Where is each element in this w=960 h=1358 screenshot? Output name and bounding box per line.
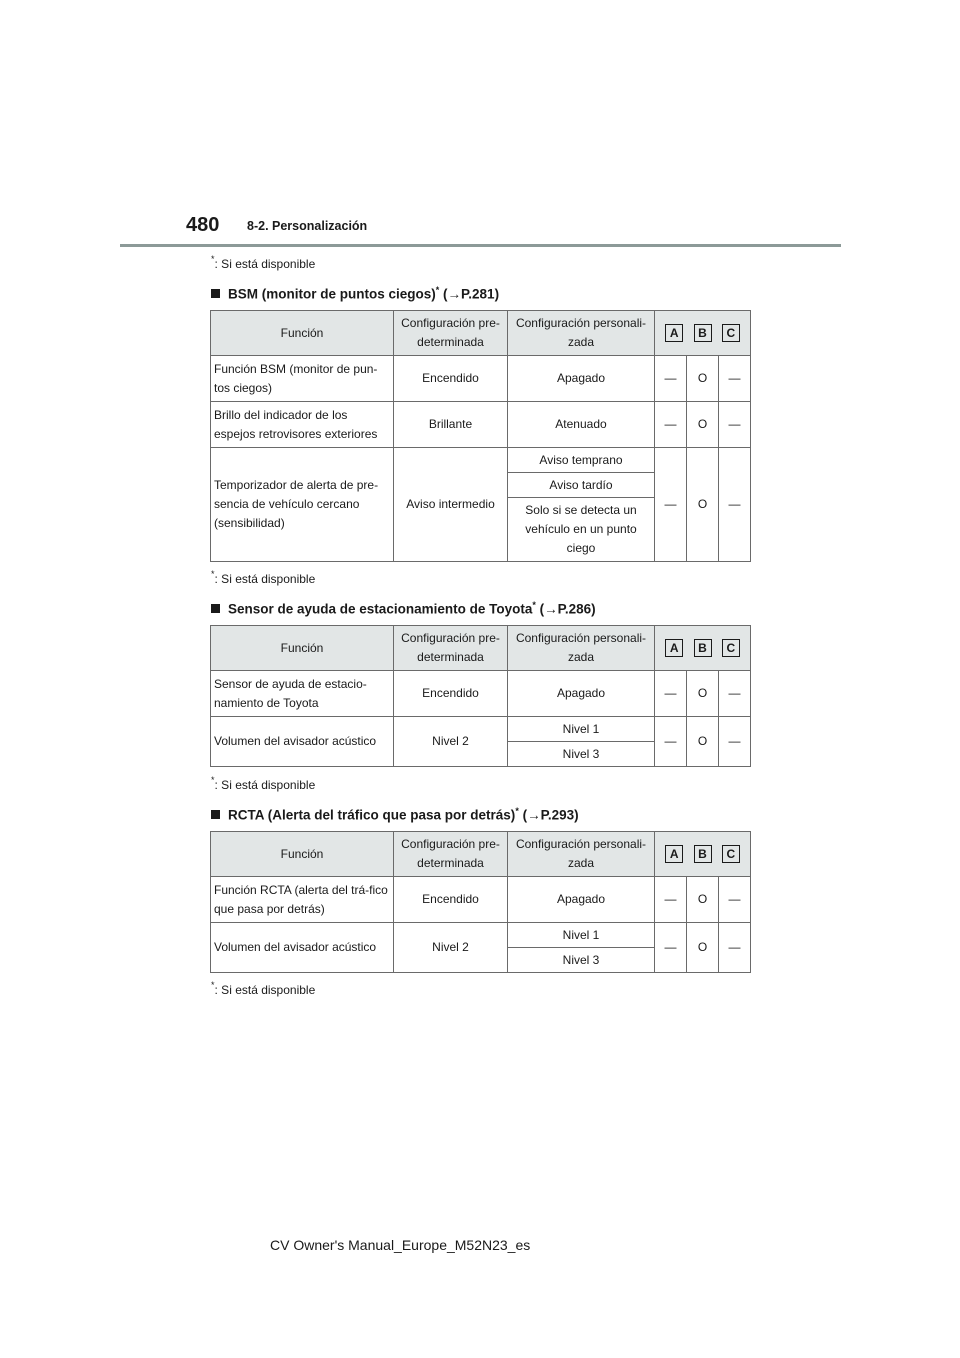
cell-funcion: Volumen del avisador acústico xyxy=(211,717,394,767)
letter-box-c: C xyxy=(722,845,740,863)
table-header-row xyxy=(211,832,751,877)
bsm-table xyxy=(210,310,751,562)
cell-a: — xyxy=(655,671,687,717)
table-row xyxy=(211,717,751,742)
table-header-row xyxy=(211,311,751,356)
cell-funcion: Temporizador de alerta de pre-sencia de vehículo cercano (sensibilidad) xyxy=(211,448,394,562)
cell-a: — xyxy=(655,356,687,402)
cell-c: — xyxy=(719,671,751,717)
cell-c: — xyxy=(719,717,751,767)
cell-custom: Apagado xyxy=(508,356,655,402)
cell-a: — xyxy=(655,717,687,767)
letter-box-b: B xyxy=(694,324,712,342)
header-custom: Configuración personali-zada xyxy=(508,832,655,877)
cell-custom: Atenuado xyxy=(508,402,655,448)
cell-custom-option: Aviso temprano xyxy=(508,448,655,473)
table-row xyxy=(211,923,751,948)
parking-sensor-table xyxy=(210,625,751,767)
letter-box-a: A xyxy=(665,324,683,342)
cell-b: O xyxy=(687,402,719,448)
square-bullet-icon xyxy=(211,604,220,613)
cell-default: Encendido xyxy=(394,671,508,717)
table-header-row xyxy=(211,626,751,671)
cell-default: Brillante xyxy=(394,402,508,448)
cell-funcion: Brillo del indicador de los espejos retrovisores exteriores xyxy=(211,402,394,448)
cell-custom-option: Solo si se detecta un vehículo en un punto ciego xyxy=(508,498,655,562)
footnote: *: Si está disponible xyxy=(211,775,316,792)
cell-a: — xyxy=(655,923,687,973)
cell-a: — xyxy=(655,877,687,923)
header-custom: Configuración personali-zada xyxy=(508,626,655,671)
section-title-bsm: BSM (monitor de puntos ciegos)* (→P.281) xyxy=(211,285,499,302)
page-number: 480 xyxy=(186,214,220,236)
section-label: 8-2. Personalización xyxy=(247,219,368,233)
footnote: *: Si está disponible xyxy=(211,569,316,586)
rcta-table xyxy=(210,831,751,973)
cell-custom: Apagado xyxy=(508,671,655,717)
cell-a: — xyxy=(655,448,687,562)
header-abc xyxy=(655,626,751,671)
header-funcion: Función xyxy=(211,832,394,877)
table-row xyxy=(211,356,751,402)
table-row xyxy=(211,448,751,473)
cell-default: Aviso intermedio xyxy=(394,448,508,562)
cell-funcion: Volumen del avisador acústico xyxy=(211,923,394,973)
cell-c: — xyxy=(719,448,751,562)
footnote: *: Si está disponible xyxy=(211,980,316,997)
cell-b: O xyxy=(687,717,719,767)
cell-b: O xyxy=(687,356,719,402)
cell-b: O xyxy=(687,877,719,923)
cell-b: O xyxy=(687,448,719,562)
document-footer: CV Owner's Manual_Europe_M52N23_es xyxy=(270,1237,531,1253)
square-bullet-icon xyxy=(211,289,220,298)
cell-default: Nivel 2 xyxy=(394,717,508,767)
header-default: Configuración pre-determinada xyxy=(394,832,508,877)
cell-c: — xyxy=(719,356,751,402)
cell-funcion: Función BSM (monitor de pun-tos ciegos) xyxy=(211,356,394,402)
letter-box-a: A xyxy=(665,639,683,657)
letter-box-b: B xyxy=(694,845,712,863)
letter-box-a: A xyxy=(665,845,683,863)
letter-box-c: C xyxy=(722,639,740,657)
section-title-rcta: RCTA (Alerta del tráfico que pasa por detrás)* (→P.293) xyxy=(211,806,579,823)
header-abc xyxy=(655,832,751,877)
footnote: *: Si está disponible xyxy=(211,254,316,271)
square-bullet-icon xyxy=(211,810,220,819)
cell-custom-option: Nivel 3 xyxy=(508,948,655,973)
cell-custom-option: Aviso tardío xyxy=(508,473,655,498)
cell-c: — xyxy=(719,923,751,973)
header-abc xyxy=(655,311,751,356)
cell-custom-option: Nivel 1 xyxy=(508,717,655,742)
header-custom: Configuración personali-zada xyxy=(508,311,655,356)
table-row xyxy=(211,671,751,717)
cell-default: Nivel 2 xyxy=(394,923,508,973)
cell-a: — xyxy=(655,402,687,448)
cell-funcion: Función RCTA (alerta del trá-fico que pasa por detrás) xyxy=(211,877,394,923)
cell-b: O xyxy=(687,923,719,973)
cell-funcion: Sensor de ayuda de estacio-namiento de Toyota xyxy=(211,671,394,717)
cell-b: O xyxy=(687,671,719,717)
cell-c: — xyxy=(719,402,751,448)
table-row xyxy=(211,402,751,448)
section-title-parking-sensor: Sensor de ayuda de estacionamiento de Toyota* (→P.286) xyxy=(211,600,596,617)
cell-custom-option: Nivel 3 xyxy=(508,742,655,767)
cell-default: Encendido xyxy=(394,877,508,923)
table-row xyxy=(211,877,751,923)
cell-default: Encendido xyxy=(394,356,508,402)
cell-custom: Apagado xyxy=(508,877,655,923)
header-funcion: Función xyxy=(211,311,394,356)
header-default: Configuración pre-determinada xyxy=(394,626,508,671)
cell-custom-option: Nivel 1 xyxy=(508,923,655,948)
header-rule xyxy=(120,244,841,247)
header-funcion: Función xyxy=(211,626,394,671)
letter-box-c: C xyxy=(722,324,740,342)
cell-c: — xyxy=(719,877,751,923)
letter-box-b: B xyxy=(694,639,712,657)
header-default: Configuración pre-determinada xyxy=(394,311,508,356)
